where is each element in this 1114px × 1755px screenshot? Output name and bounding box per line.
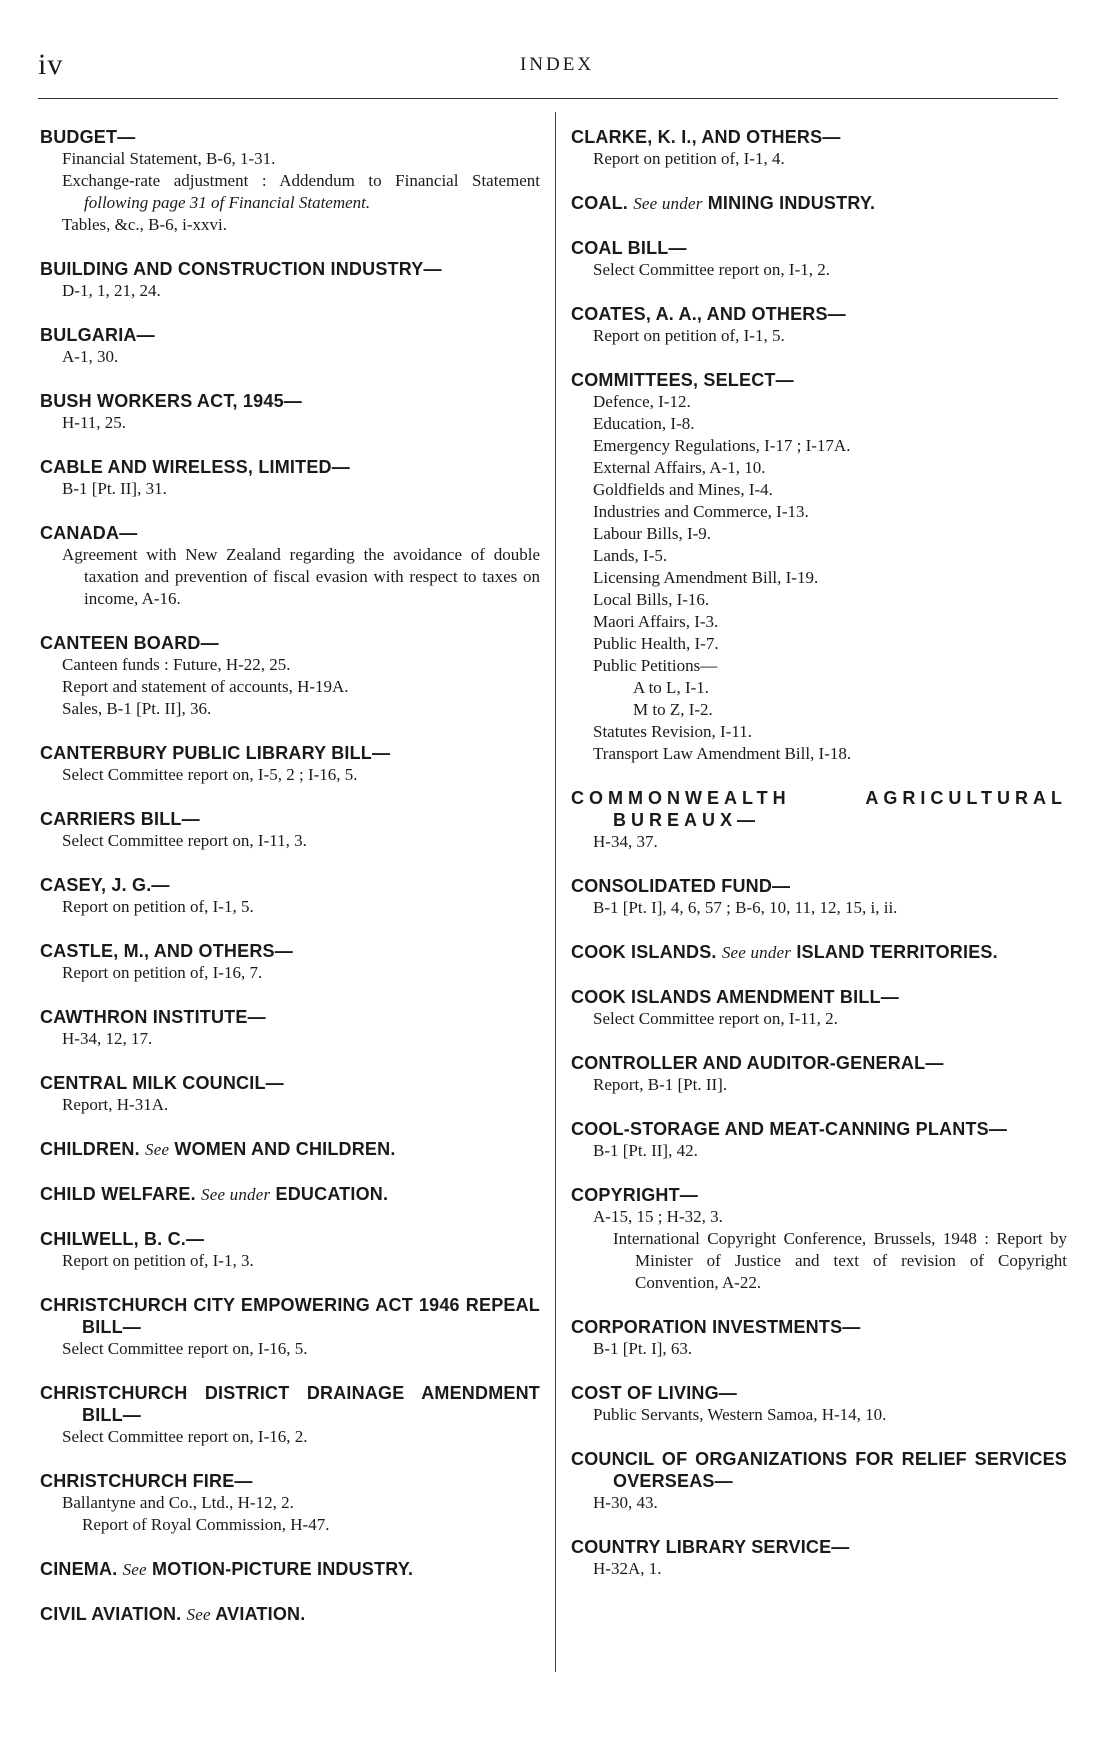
index-entry [571, 1382, 1067, 1426]
index-entry [40, 324, 540, 368]
see-reference: See under [201, 1185, 271, 1204]
see-reference: See [186, 1605, 211, 1624]
entry-ref: Agreement with New Zealand regarding the avoidance of double taxation and prevention of fiscal evasion with respect to taxes on income, A-16. [62, 545, 540, 608]
entry-heading: CHILD WELFARE. See under EDUCATION. [40, 1184, 389, 1204]
committee-item: External Affairs, A-1, 10. [593, 458, 766, 477]
committee-subitem: M to Z, I-2. [633, 700, 713, 719]
entry-heading: COOL-STORAGE AND MEAT-CANNING PLANTS— [571, 1119, 1008, 1139]
entry-ref: Select Committee report on, I-16, 2. [62, 1427, 308, 1446]
committee-item: Local Bills, I-16. [593, 590, 710, 609]
entry-heading: CONSOLIDATED FUND— [571, 876, 791, 896]
index-entry [571, 1316, 1067, 1360]
committee-subitem: A to L, I-1. [633, 678, 710, 697]
entry-heading: CANTEEN BOARD— [40, 633, 219, 653]
entry-heading: COMMITTEES, SELECT— [571, 370, 794, 390]
entry-heading: COPYRIGHT— [571, 1185, 699, 1205]
index-entry [571, 237, 1067, 281]
entry-ref: H-32A, 1. [593, 1559, 662, 1578]
index-entry [40, 1072, 540, 1116]
cross-reference: MOTION-PICTURE INDUSTRY. [152, 1559, 414, 1579]
committee-item: Maori Affairs, I-3. [593, 612, 719, 631]
index-entry [571, 126, 1067, 170]
entry-heading: CANADA— [40, 523, 138, 543]
entry-heading: COATES, A. A., AND OTHERS— [571, 304, 846, 324]
see-reference: See under [721, 943, 792, 962]
index-entry [40, 742, 540, 786]
entry-ref: Report, H-31A. [62, 1095, 169, 1114]
index-entry [571, 986, 1067, 1030]
left-column [40, 126, 540, 1648]
entry-heading: CINEMA. See MOTION-PICTURE INDUSTRY. [40, 1559, 414, 1579]
index-entry [40, 1558, 540, 1581]
entry-heading: COAL. See under MINING INDUSTRY. [571, 193, 876, 213]
entry-heading: COUNCIL OF ORGANIZATIONS FOR RELIEF SERVICES OVERSEAS— [571, 1449, 1067, 1491]
index-entry [571, 1448, 1067, 1514]
index-entry [571, 369, 1067, 765]
index-entry [40, 808, 540, 852]
entry-heading: CHRISTCHURCH FIRE— [40, 1471, 253, 1491]
index-entry [571, 303, 1067, 347]
entry-ref: H-30, 43. [593, 1493, 658, 1512]
index-entry [571, 1184, 1067, 1294]
index-entry [40, 456, 540, 500]
entry-ref: B-1 [Pt. II], 42. [593, 1141, 698, 1160]
index-entry [40, 874, 540, 918]
cross-reference: MINING INDUSTRY. [707, 193, 876, 213]
entry-ref: B-1 [Pt. I], 63. [593, 1339, 693, 1358]
entry-heading: CHILDREN. See WOMEN AND CHILDREN. [40, 1139, 396, 1159]
index-entry [40, 1470, 540, 1536]
entry-ref: B-1 [Pt. II], 31. [62, 479, 167, 498]
index-entry [571, 192, 1067, 215]
committee-item: Licensing Amendment Bill, I-19. [593, 568, 819, 587]
column-divider [555, 112, 556, 1672]
index-entry [571, 1118, 1067, 1162]
entry-heading: BULGARIA— [40, 325, 155, 345]
entry-heading: BUDGET— [40, 127, 136, 147]
page-title: INDEX [519, 54, 595, 75]
entry-ref: Canteen funds : Future, H-22, 25. [62, 655, 291, 674]
index-entry [571, 875, 1067, 919]
index-entry [571, 941, 1067, 964]
entry-ref: B-1 [Pt. I], 4, 6, 57 ; B-6, 10, 11, 12, 15, i, ii. [593, 898, 898, 917]
index-entry [40, 1382, 540, 1448]
entry-ref: H-34, 12, 17. [62, 1029, 153, 1048]
cross-reference: EDUCATION. [275, 1184, 389, 1204]
entry-ref: Report on petition of, I-1, 5. [62, 897, 254, 916]
index-entry [40, 1603, 540, 1626]
entry-heading: CANTERBURY PUBLIC LIBRARY BILL— [40, 743, 391, 763]
entry-heading: CASTLE, M., AND OTHERS— [40, 941, 293, 961]
see-reference: See [145, 1140, 170, 1159]
entry-ref: Select Committee report on, I-11, 3. [62, 831, 307, 850]
cross-reference: WOMEN AND CHILDREN. [174, 1139, 396, 1159]
entry-heading: COST OF LIVING— [571, 1383, 738, 1403]
index-entry [40, 126, 540, 236]
committee-item: Goldfields and Mines, I-4. [593, 480, 773, 499]
entry-heading: CHRISTCHURCH CITY EMPOWERING ACT 1946 REPEAL BILL— [40, 1295, 540, 1337]
index-entry [40, 522, 540, 610]
entry-ref: Report of Royal Commission, H-47. [82, 1515, 330, 1534]
entry-ref: A-1, 30. [62, 347, 119, 366]
entry-heading: CENTRAL MILK COUNCIL— [40, 1073, 284, 1093]
entry-ref: Sales, B-1 [Pt. II], 36. [62, 699, 212, 718]
entry-ref: Report on petition of, I-1, 5. [593, 326, 785, 345]
entry-heading: CORPORATION INVESTMENTS— [571, 1317, 861, 1337]
committee-item: Defence, I-12. [593, 392, 691, 411]
entry-heading: CIVIL AVIATION. See AVIATION. [40, 1604, 306, 1624]
committee-item: Statutes Revision, I-11. [593, 722, 752, 741]
committee-item: Emergency Regulations, I-17 ; I-17A. [593, 436, 851, 455]
entry-ref: International Copyright Conference, Brussels, 1948 : Report by Minister of Justice and text of revision of Copyright Convention, A-22. [613, 1229, 1067, 1292]
entry-ref: Report on petition of, I-1, 3. [62, 1251, 254, 1270]
index-entry [40, 1138, 540, 1161]
page-number: iv [38, 48, 64, 81]
index-entry [40, 258, 540, 302]
entry-ref: Report on petition of, I-16, 7. [62, 963, 263, 982]
entry-heading: COOK ISLANDS AMENDMENT BILL— [571, 987, 899, 1007]
see-reference: See [122, 1560, 147, 1579]
entry-ref: Select Committee report on, I-5, 2 ; I-16, 5. [62, 765, 358, 784]
entry-heading: CAWTHRON INSTITUTE— [40, 1007, 266, 1027]
entry-heading: COOK ISLANDS. See under ISLAND TERRITORIES. [571, 942, 998, 962]
index-entry [40, 1183, 540, 1206]
right-column [571, 126, 1067, 1602]
committee-item: Transport Law Amendment Bill, I-18. [593, 744, 852, 763]
entry-heading: CASEY, J. G.— [40, 875, 170, 895]
cross-reference: ISLAND TERRITORIES. [796, 942, 998, 962]
committee-item: Industries and Commerce, I-13. [593, 502, 809, 521]
committee-item: Public Health, I-7. [593, 634, 719, 653]
index-entry [40, 632, 540, 720]
entry-heading: COAL BILL— [571, 238, 687, 258]
entry-heading: COUNTRY LIBRARY SERVICE— [571, 1537, 850, 1557]
entry-ref: Ballantyne and Co., Ltd., H-12, 2. [62, 1493, 294, 1512]
index-entry [571, 787, 1067, 853]
entry-ref: Report on petition of, I-1, 4. [593, 149, 785, 168]
committee-item: Lands, I-5. [593, 546, 668, 565]
index-entry [40, 940, 540, 984]
entry-heading: CONTROLLER AND AUDITOR-GENERAL— [571, 1053, 944, 1073]
cross-reference: AVIATION. [215, 1604, 306, 1624]
entry-ref: Select Committee report on, I-16, 5. [62, 1339, 308, 1358]
entry-heading: BUILDING AND CONSTRUCTION INDUSTRY— [40, 259, 442, 279]
entry-ref: Report and statement of accounts, H-19A. [62, 677, 349, 696]
committee-item: Public Petitions— [593, 656, 718, 675]
see-reference: See under [633, 194, 703, 213]
entry-ref: Select Committee report on, I-11, 2. [593, 1009, 838, 1028]
entry-ref: A-15, 15 ; H-32, 3. [593, 1207, 723, 1226]
index-entry [40, 1294, 540, 1360]
entry-heading: COMMONWEALTH AGRICULTURAL BUREAUX— [571, 788, 1067, 830]
header-divider [38, 98, 1058, 99]
entry-ref: Report, B-1 [Pt. II]. [593, 1075, 728, 1094]
index-entry [40, 390, 540, 434]
entry-heading: CHILWELL, B. C.— [40, 1229, 205, 1249]
page-header [0, 0, 1114, 100]
committee-item: Education, I-8. [593, 414, 695, 433]
entry-ref: Tables, &c., B-6, i-xxvi. [62, 215, 228, 234]
index-entry [571, 1536, 1067, 1580]
entry-ref: H-11, 25. [62, 413, 127, 432]
entry-heading: CHRISTCHURCH DISTRICT DRAINAGE AMENDMENT BILL— [40, 1383, 540, 1425]
entry-heading: CARRIERS BILL— [40, 809, 200, 829]
entry-ref: H-34, 37. [593, 832, 658, 851]
entry-ref: Exchange-rate adjustment : Addendum to Financial Statement following page 31 of Financial Statement. [62, 171, 540, 212]
entry-heading: CLARKE, K. I., AND OTHERS— [571, 127, 841, 147]
entry-ref: Select Committee report on, I-1, 2. [593, 260, 830, 279]
entry-ref: D-1, 1, 21, 24. [62, 281, 161, 300]
index-entry [571, 1052, 1067, 1096]
committee-item: Labour Bills, I-9. [593, 524, 712, 543]
index-entry [40, 1228, 540, 1272]
entry-ref: Financial Statement, B-6, 1-31. [62, 149, 276, 168]
entry-heading: BUSH WORKERS ACT, 1945— [40, 391, 302, 411]
entry-ref: Public Servants, Western Samoa, H-14, 10. [593, 1405, 887, 1424]
index-entry [40, 1006, 540, 1050]
entry-heading: CABLE AND WIRELESS, LIMITED— [40, 457, 350, 477]
